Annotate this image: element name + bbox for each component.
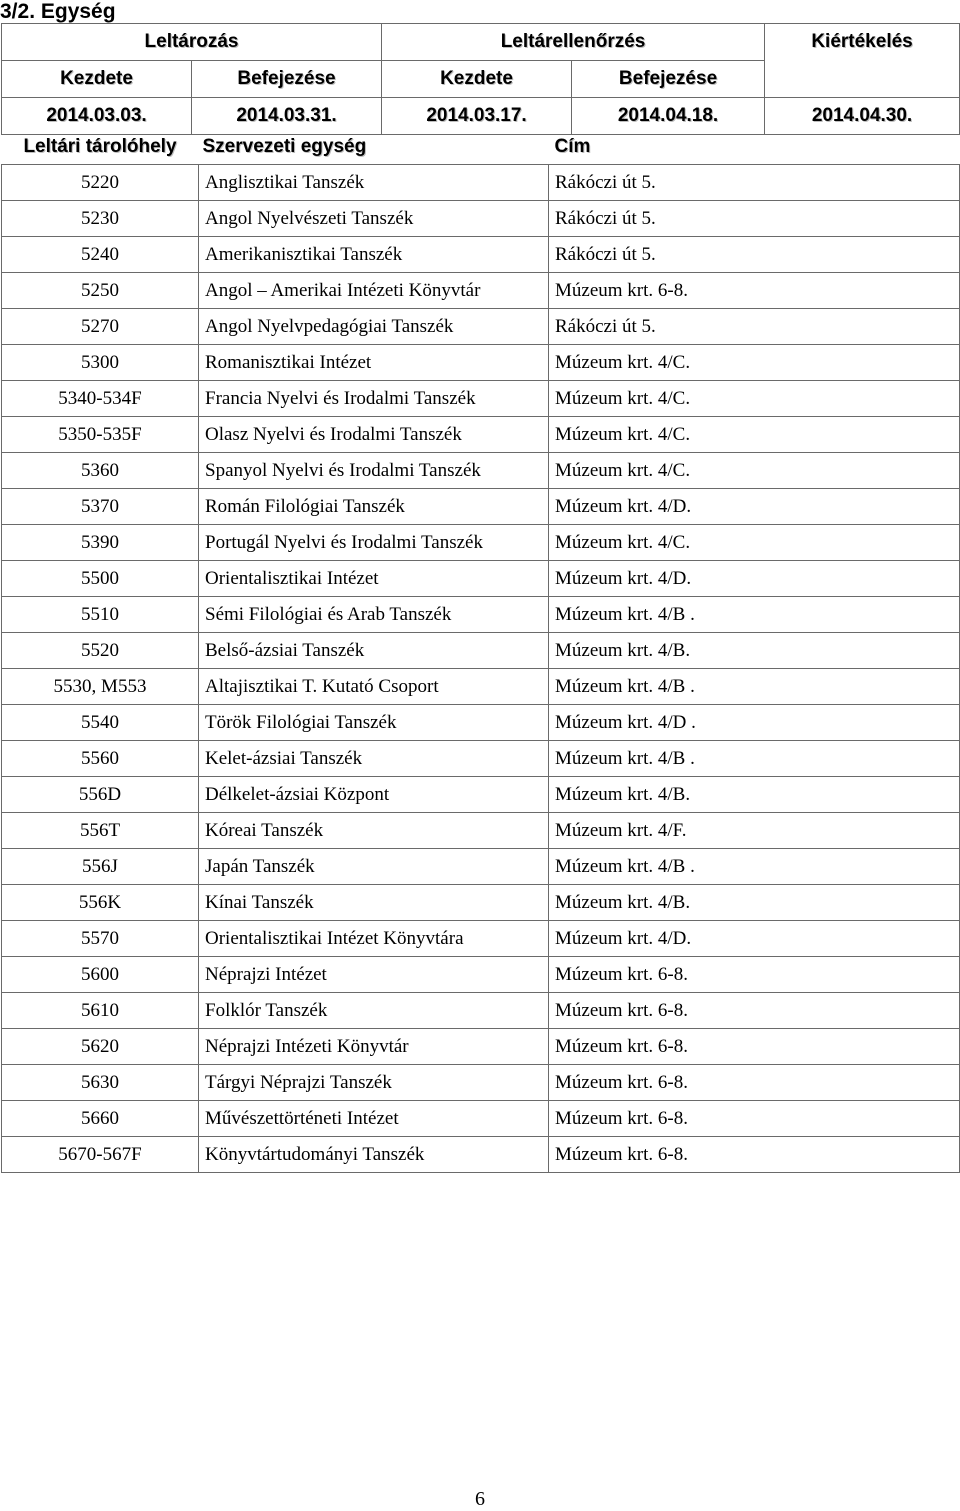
group-leltarozas: Leltározás	[2, 24, 382, 61]
date-cell: 2014.03.03.	[2, 98, 192, 135]
table-row	[2, 561, 960, 597]
unit-name-cell: Francia Nyelvi és Irodalmi Tanszék	[199, 381, 549, 417]
location-code-cell: 5630	[2, 1065, 199, 1101]
address-cell: Múzeum krt. 4/C.	[549, 345, 960, 381]
address-cell: Rákóczi út 5.	[549, 309, 960, 345]
table-row	[2, 1101, 960, 1137]
address-cell: Múzeum krt. 4/B.	[549, 633, 960, 669]
address-cell: Múzeum krt. 4/D.	[549, 561, 960, 597]
unit-name-cell: Néprajzi Intézeti Könyvtár	[199, 1029, 549, 1065]
location-code-cell: 5560	[2, 741, 199, 777]
address-cell: Múzeum krt. 6-8.	[549, 1137, 960, 1173]
table-row	[2, 417, 960, 453]
unit-name-cell: Olasz Nyelvi és Irodalmi Tanszék	[199, 417, 549, 453]
schedule-date-row	[2, 98, 960, 135]
location-code-cell: 5520	[2, 633, 199, 669]
units-body	[2, 165, 960, 1173]
address-cell: Múzeum krt. 6-8.	[549, 993, 960, 1029]
unit-name-cell: Tárgyi Néprajzi Tanszék	[199, 1065, 549, 1101]
table-row	[2, 345, 960, 381]
location-code-cell: 5540	[2, 705, 199, 741]
table-row	[2, 777, 960, 813]
date-cell: 2014.03.17.	[382, 98, 572, 135]
location-code-cell: 5220	[2, 165, 199, 201]
unit-name-cell: Kelet-ázsiai Tanszék	[199, 741, 549, 777]
address-cell: Rákóczi út 5.	[549, 201, 960, 237]
date-cell: 2014.04.30.	[765, 98, 960, 135]
address-cell: Múzeum krt. 4/B .	[549, 669, 960, 705]
units-header-row	[2, 130, 960, 165]
address-cell: Múzeum krt. 6-8.	[549, 1029, 960, 1065]
unit-name-cell: Angol Nyelvpedagógiai Tanszék	[199, 309, 549, 345]
table-row	[2, 633, 960, 669]
location-code-cell: 556D	[2, 777, 199, 813]
header-unit: Szervezeti egység	[202, 136, 367, 157]
unit-name-cell: Orientalisztikai Intézet	[199, 561, 549, 597]
location-code-cell: 5500	[2, 561, 199, 597]
address-cell: Múzeum krt. 4/D.	[549, 489, 960, 525]
location-code-cell: 5340-534F	[2, 381, 199, 417]
address-cell: Múzeum krt. 6-8.	[549, 957, 960, 993]
table-row	[2, 237, 960, 273]
address-cell: Múzeum krt. 4/C.	[549, 417, 960, 453]
unit-name-cell: Amerikanisztikai Tanszék	[199, 237, 549, 273]
table-row	[2, 201, 960, 237]
address-cell: Múzeum krt. 4/F.	[549, 813, 960, 849]
location-code-cell: 5240	[2, 237, 199, 273]
table-row	[2, 597, 960, 633]
unit-name-cell: Altajisztikai T. Kutató Csoport	[199, 669, 549, 705]
unit-name-cell: Művészettörténeti Intézet	[199, 1101, 549, 1137]
location-code-cell: 5620	[2, 1029, 199, 1065]
location-code-cell: 556J	[2, 849, 199, 885]
group-leltarellenorzes: Leltárellenőrzés	[382, 24, 765, 61]
section-title: 3/2. Egység	[0, 0, 116, 23]
address-cell: Rákóczi út 5.	[549, 165, 960, 201]
location-code-cell: 5360	[2, 453, 199, 489]
unit-name-cell: Anglisztikai Tanszék	[199, 165, 549, 201]
unit-name-cell: Spanyol Nyelvi és Irodalmi Tanszék	[199, 453, 549, 489]
subheader-kezdete: Kezdete	[2, 61, 192, 98]
unit-name-cell: Folklór Tanszék	[199, 993, 549, 1029]
location-code-cell: 5390	[2, 525, 199, 561]
date-cell: 2014.03.31.	[192, 98, 382, 135]
address-cell: Múzeum krt. 4/C.	[549, 381, 960, 417]
table-row	[2, 273, 960, 309]
table-row	[2, 489, 960, 525]
table-row	[2, 525, 960, 561]
address-cell: Múzeum krt. 6-8.	[549, 1101, 960, 1137]
location-code-cell: 5300	[2, 345, 199, 381]
location-code-cell: 5600	[2, 957, 199, 993]
unit-name-cell: Kóreai Tanszék	[199, 813, 549, 849]
address-cell: Múzeum krt. 4/C.	[549, 453, 960, 489]
subheader-kezdete: Kezdete	[382, 61, 572, 98]
table-row	[2, 381, 960, 417]
unit-name-cell: Kínai Tanszék	[199, 885, 549, 921]
location-code-cell: 5570	[2, 921, 199, 957]
table-row	[2, 165, 960, 201]
unit-name-cell: Román Filológiai Tanszék	[199, 489, 549, 525]
location-code-cell: 5230	[2, 201, 199, 237]
unit-name-cell: Portugál Nyelvi és Irodalmi Tanszék	[199, 525, 549, 561]
address-cell: Rákóczi út 5.	[549, 237, 960, 273]
subheader-befejezese: Befejezése	[192, 61, 382, 98]
header-address: Cím	[554, 136, 591, 157]
table-row	[2, 741, 960, 777]
address-cell: Múzeum krt. 4/B .	[549, 741, 960, 777]
unit-name-cell: Könyvtártudományi Tanszék	[199, 1137, 549, 1173]
table-row	[2, 1065, 960, 1101]
unit-name-cell: Néprajzi Intézet	[199, 957, 549, 993]
page-number: 6	[475, 1488, 485, 1510]
location-code-cell: 5610	[2, 993, 199, 1029]
table-row	[2, 669, 960, 705]
schedule-group-row	[2, 24, 960, 61]
schedule-table	[1, 23, 960, 135]
group-kiertekeles: Kiértékelés	[765, 24, 960, 61]
unit-name-cell: Angol – Amerikai Intézeti Könyvtár	[199, 273, 549, 309]
unit-name-cell: Orientalisztikai Intézet Könyvtára	[199, 921, 549, 957]
table-row	[2, 705, 960, 741]
unit-name-cell: Angol Nyelvészeti Tanszék	[199, 201, 549, 237]
address-cell: Múzeum krt. 4/C.	[549, 525, 960, 561]
unit-name-cell: Délkelet-ázsiai Központ	[199, 777, 549, 813]
table-row	[2, 1137, 960, 1173]
address-cell: Múzeum krt. 4/D .	[549, 705, 960, 741]
location-code-cell: 5370	[2, 489, 199, 525]
address-cell: Múzeum krt. 4/B.	[549, 885, 960, 921]
address-cell: Múzeum krt. 6-8.	[549, 273, 960, 309]
address-cell: Múzeum krt. 4/D.	[549, 921, 960, 957]
table-row	[2, 309, 960, 345]
location-code-cell: 5660	[2, 1101, 199, 1137]
schedule-subheader-row	[2, 61, 960, 98]
unit-name-cell: Sémi Filológiai és Arab Tanszék	[199, 597, 549, 633]
address-cell: Múzeum krt. 4/B.	[549, 777, 960, 813]
table-row	[2, 957, 960, 993]
location-code-cell: 556K	[2, 885, 199, 921]
unit-name-cell: Japán Tanszék	[199, 849, 549, 885]
location-code-cell: 5350-535F	[2, 417, 199, 453]
address-cell: Múzeum krt. 4/B .	[549, 597, 960, 633]
unit-name-cell: Belső-ázsiai Tanszék	[199, 633, 549, 669]
location-code-cell: 5510	[2, 597, 199, 633]
units-table	[1, 130, 960, 1173]
date-cell: 2014.04.18.	[572, 98, 765, 135]
location-code-cell: 5270	[2, 309, 199, 345]
table-row	[2, 921, 960, 957]
address-cell: Múzeum krt. 4/B .	[549, 849, 960, 885]
header-location: Leltári tárolóhely	[23, 136, 177, 157]
table-row	[2, 885, 960, 921]
table-row	[2, 849, 960, 885]
table-row	[2, 453, 960, 489]
location-code-cell: 5250	[2, 273, 199, 309]
unit-name-cell: Romanisztikai Intézet	[199, 345, 549, 381]
table-row	[2, 993, 960, 1029]
unit-name-cell: Török Filológiai Tanszék	[199, 705, 549, 741]
location-code-cell: 5670-567F	[2, 1137, 199, 1173]
location-code-cell: 556T	[2, 813, 199, 849]
table-row	[2, 813, 960, 849]
subheader-befejezese: Befejezése	[572, 61, 765, 98]
location-code-cell: 5530, M553	[2, 669, 199, 705]
table-row	[2, 1029, 960, 1065]
subheader-empty	[765, 61, 960, 98]
address-cell: Múzeum krt. 6-8.	[549, 1065, 960, 1101]
